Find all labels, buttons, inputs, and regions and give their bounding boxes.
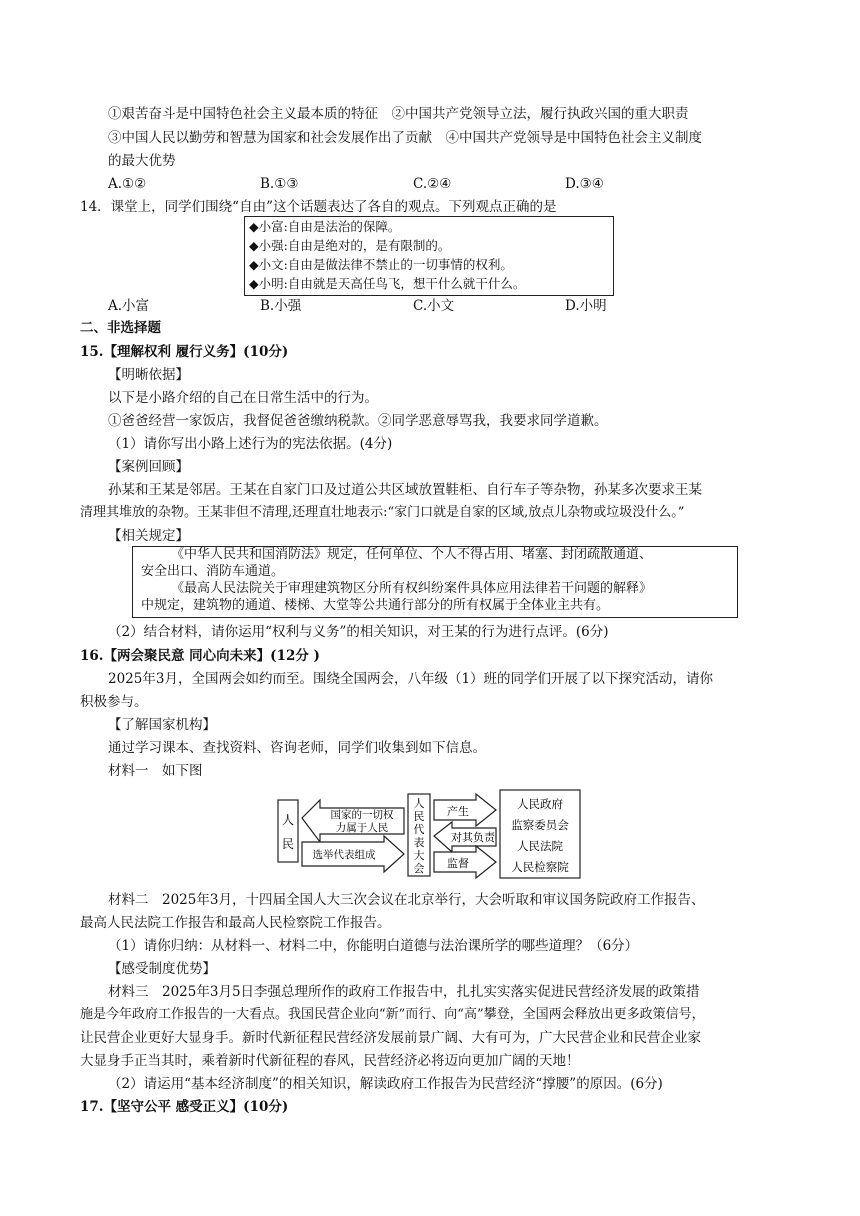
q15-intro: 以下是小路介绍的自己在日常生活中的行为。 xyxy=(108,390,378,406)
q15-tag-basis: 【明晰依据】 xyxy=(108,367,189,383)
q16-material-1: 材料一 如下图 xyxy=(108,763,203,779)
q15-rule-line-3: 《最高人民法院关于审理建筑物区分所有权纠纷案件具体应用法律若干问题的解释》 xyxy=(171,581,653,596)
q14-view-2: ◆小强:自由是绝对的，是有限制的。 xyxy=(249,238,451,253)
responsible-text: 对其负责 xyxy=(451,831,495,844)
power-arrow xyxy=(302,800,404,842)
q17-title: 17.【坚守公平 感受正义】(10分) xyxy=(80,1099,289,1115)
q14-option-d: D.小明 xyxy=(565,298,607,314)
q15-tag-case: 【案例回顾】 xyxy=(108,459,189,475)
npc-text xyxy=(414,797,425,875)
produce-text: 产生 xyxy=(447,805,469,818)
q14-view-3: ◆小文:自由是做法律不禁止的一切事情的权利。 xyxy=(249,257,513,272)
q16-tag-institutions: 【了解国家机构】 xyxy=(108,717,216,733)
q14-view-4: ◆小明:自由就是天高任鸟飞，想干什么就干什么。 xyxy=(249,276,526,291)
q14-view-1: ◆小富:自由是法治的保障。 xyxy=(249,219,401,234)
q15-title: 15.【理解权利 履行义务】(10分) xyxy=(80,344,289,360)
q13-statement-2: ③中国人民以勤劳和智慧为国家和社会发展作出了贡献 ④中国共产党领导是中国特色社会主义制度 xyxy=(108,130,702,146)
q16-material-3-line-4: 大显身手正当其时，乘着新时代新征程的春风，民营经济必将迈向更加广阔的天地！ xyxy=(80,1053,580,1069)
q15-rule-line-1: 《中华人民共和国消防法》规定，任何单位、个人不得占用、堵塞、封闭疏散通道、 xyxy=(171,547,653,562)
q16-material-2-line-2: 最高人民法院工作报告和最高人民检察院工作报告。 xyxy=(80,915,391,931)
q14-option-b: B.小强 xyxy=(260,298,302,314)
section-heading: 二、非选择题 xyxy=(80,320,161,336)
q15-tag-rules: 【相关规定】 xyxy=(108,528,189,544)
power-text-1: 国家的一切权 xyxy=(330,809,394,821)
q15-rule-line-2: 安全出口、消防车通道。 xyxy=(141,564,285,579)
supervise-text: 监督 xyxy=(447,857,469,870)
q15-question-1: （1）请你写出小路上述行为的宪法依据。(4分) xyxy=(108,436,393,452)
organ-procuratorate: 人民检察院 xyxy=(511,860,569,874)
q13-option-d: D.③④ xyxy=(565,176,604,192)
state-structure-diagram xyxy=(276,786,582,882)
npc-char-4: 表 xyxy=(413,836,425,849)
q15-case-line-2: 清理其堆放的杂物。王某非但不清理,还理直壮地表示:“家门口就是自家的区域,放点儿杂物或垃圾没什么。” xyxy=(80,505,685,520)
q16-tag-advantage: 【感受制度优势】 xyxy=(108,961,216,977)
q15-rules-box xyxy=(132,546,738,618)
npc-char-5: 大 xyxy=(413,849,425,862)
q14-views-box xyxy=(244,216,614,296)
organ-government: 人民政府 xyxy=(517,797,563,811)
elect-text: 选举代表组成 xyxy=(312,849,376,861)
organ-supervision: 监察委员会 xyxy=(511,818,569,832)
q16-question-2: （2）请运用“基本经济制度”的相关知识，解读政府工作报告为民营经济“撑腰”的原因。(6分) xyxy=(108,1076,663,1092)
organ-court: 人民法院 xyxy=(517,839,563,853)
q16-intro-line-1: 2025年3月，全国两会如约而至。围绕全国两会，八年级（1）班的同学们开展了以下探究活动，请你 xyxy=(108,671,714,687)
q14-option-a: A.小富 xyxy=(108,298,150,314)
people-char-2: 民 xyxy=(281,837,295,851)
q14-stem: 14．课堂上，同学们围绕“自由”这个话题表达了各自的观点。下列观点正确的是 xyxy=(80,199,557,215)
q16-collect: 通过学习课本、查找资料、咨询老师，同学们收集到如下信息。 xyxy=(108,740,486,756)
npc-char-6: 会 xyxy=(413,862,425,875)
q16-material-3-line-1: 材料三 2025年3月5日李强总理所作的政府工作报告中，扎扎实实落实促进民营经济发展的政策措 xyxy=(108,984,700,1000)
q13-option-b: B.①③ xyxy=(260,176,299,192)
q15-question-2: （2）结合材料，请你运用“权利与义务”的相关知识，对王某的行为进行点评。(6分) xyxy=(108,624,609,640)
q16-material-3-line-3: 让民营企业更好大显身手。新时代新征程民营经济发展前景广阔、大有可为，广大民营企业和民营企业家 xyxy=(80,1030,701,1046)
npc-char-2: 民 xyxy=(413,810,425,823)
people-char-1: 人 xyxy=(281,813,295,827)
people-box xyxy=(278,800,298,862)
q15-rule-line-4: 中规定，建筑物的通道、楼梯、大堂等公共通行部分的所有权属于全体业主共有。 xyxy=(141,598,610,613)
npc-char-1: 人 xyxy=(413,797,425,810)
q15-acts: ①爸爸经营一家饭店，我督促爸爸缴纳税款。②同学恶意辱骂我，我要求同学道歉。 xyxy=(108,413,608,429)
q13-statement-3: 的最大优势 xyxy=(108,153,176,169)
q16-question-1: （1）请你归纳：从材料一、材料二中，你能明白道德与法治课所学的哪些道理？（6分） xyxy=(108,938,639,954)
q15-case-line-1: 孙某和王某是邻居。王某在自家门口及过道公共区域放置鞋柜、自行车子等杂物，孙某多次要求王某 xyxy=(108,482,702,498)
q16-title: 16.【两会聚民意 同心向未来】(12分 ) xyxy=(80,648,320,664)
q13-statement-1: ①艰苦奋斗是中国特色社会主义最本质的特征 ②中国共产党领导立法，履行执政兴国的重大职责 xyxy=(108,106,689,122)
q13-option-a: A.①② xyxy=(108,176,147,192)
q16-intro-line-2: 积极参与。 xyxy=(80,694,148,710)
q14-option-c: C.小文 xyxy=(413,298,455,314)
q16-material-3-line-2: 施是今年政府工作报告的一大看点。我国民营企业向“新”而行、向“高”攀登，全国两会释放出更多政策信号， xyxy=(80,1007,705,1022)
npc-char-3: 代 xyxy=(413,823,425,836)
power-text-2: 力属于人民 xyxy=(335,822,389,834)
q13-option-c: C.②④ xyxy=(413,176,452,192)
q16-material-2-line-1: 材料二 2025年3月，十四届全国人大三次会议在北京举行，大会听取和审议国务院政府工作报告、 xyxy=(108,892,705,908)
